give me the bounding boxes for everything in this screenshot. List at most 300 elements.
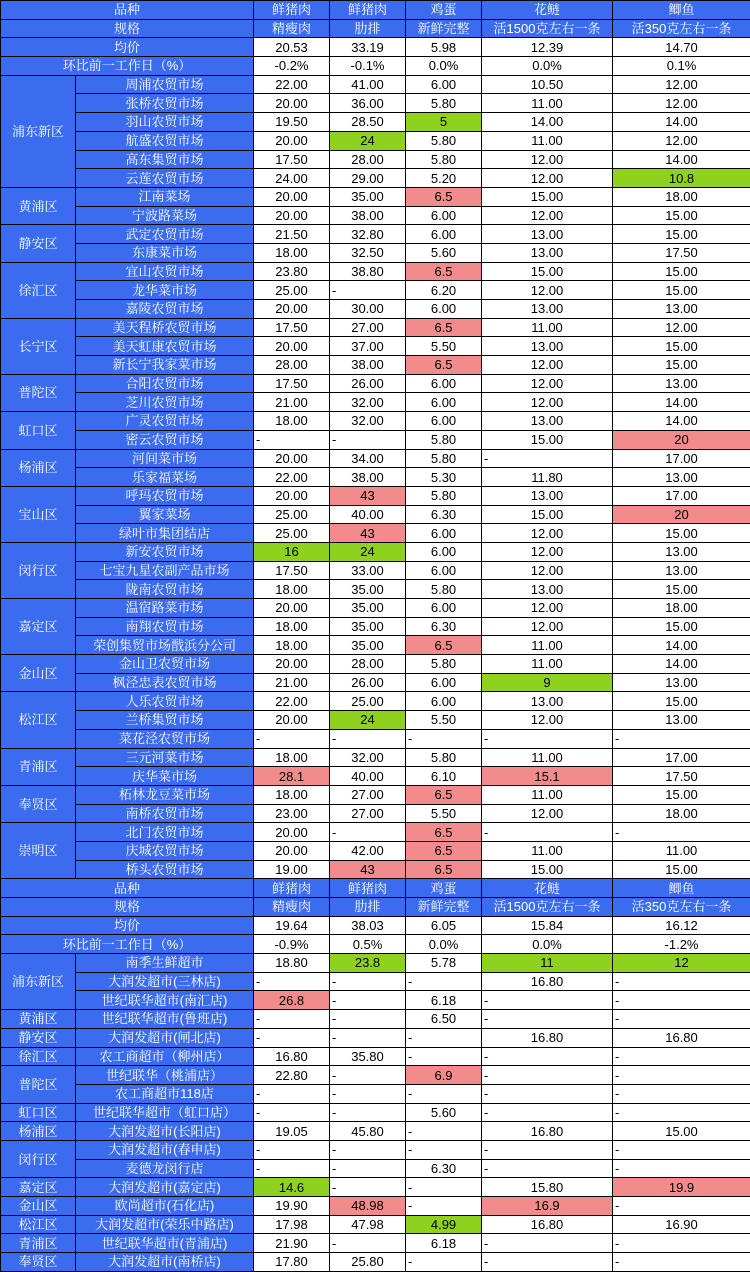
market-name: 金山卫农贸市场 bbox=[76, 655, 254, 674]
market-name: 庆城农贸市场 bbox=[76, 841, 254, 860]
price-cell: 24 bbox=[330, 542, 406, 561]
change-value: 0.0% bbox=[406, 57, 482, 76]
price-cell: 28.1 bbox=[254, 767, 330, 786]
price-cell: 6.50 bbox=[406, 1010, 482, 1029]
price-cell: 5.60 bbox=[406, 243, 482, 262]
price-cell: 18.00 bbox=[254, 580, 330, 599]
price-cell: 6.5 bbox=[406, 356, 482, 375]
price-cell: 20.00 bbox=[254, 300, 330, 319]
market-name: 新安农贸市场 bbox=[76, 542, 254, 561]
price-cell: 17.00 bbox=[613, 449, 750, 468]
price-cell: 12.00 bbox=[482, 169, 613, 188]
price-cell: 32.50 bbox=[330, 243, 406, 262]
price-cell: 20 bbox=[613, 430, 750, 449]
price-cell: 35.80 bbox=[330, 1047, 406, 1066]
price-cell: - bbox=[406, 729, 482, 748]
price-table-body bbox=[1, 1, 750, 1272]
market-name: 桥头农贸市场 bbox=[76, 860, 254, 879]
price-cell: 12.00 bbox=[482, 524, 613, 543]
price-cell: 15.00 bbox=[482, 430, 613, 449]
price-cell: 15.00 bbox=[613, 262, 750, 281]
market-row bbox=[1, 542, 750, 561]
price-cell: 35.00 bbox=[330, 187, 406, 206]
price-cell: 11.00 bbox=[482, 318, 613, 337]
price-cell: - bbox=[330, 1084, 406, 1103]
price-cell: 12.00 bbox=[482, 542, 613, 561]
price-cell: - bbox=[406, 1122, 482, 1141]
price-cell: - bbox=[613, 823, 750, 842]
market-row bbox=[1, 1253, 750, 1272]
price-cell: 20.00 bbox=[254, 131, 330, 150]
price-cell: - bbox=[330, 1159, 406, 1178]
price-cell: 6.30 bbox=[406, 1159, 482, 1178]
price-cell: 6.18 bbox=[406, 991, 482, 1010]
price-cell: 4.99 bbox=[406, 1215, 482, 1234]
header-cell: 活1500克左右一条 bbox=[482, 898, 613, 917]
price-cell: 16.80 bbox=[482, 1122, 613, 1141]
header-cell: 活1500克左右一条 bbox=[482, 19, 613, 38]
price-cell: 35.00 bbox=[330, 636, 406, 655]
price-cell: 5.80 bbox=[406, 486, 482, 505]
price-cell: 6.00 bbox=[406, 561, 482, 580]
market-row bbox=[1, 1215, 750, 1234]
price-cell: 35.00 bbox=[330, 599, 406, 618]
price-cell: 12.00 bbox=[482, 206, 613, 225]
price-cell: 6.20 bbox=[406, 281, 482, 300]
price-cell: - bbox=[482, 1084, 613, 1103]
change-label: 环比前一工作日（%） bbox=[1, 57, 254, 76]
market-row bbox=[1, 561, 750, 580]
price-cell: 5.80 bbox=[406, 449, 482, 468]
price-cell: 12.00 bbox=[613, 94, 750, 113]
market-name: 陇南农贸市场 bbox=[76, 580, 254, 599]
price-cell: 32.80 bbox=[330, 225, 406, 244]
price-cell: 25.00 bbox=[254, 505, 330, 524]
price-cell: 29.00 bbox=[330, 169, 406, 188]
change-value: -0.2% bbox=[254, 57, 330, 76]
price-cell: - bbox=[613, 1047, 750, 1066]
price-cell: 19.50 bbox=[254, 113, 330, 132]
price-cell: 18.00 bbox=[613, 187, 750, 206]
price-cell: 16 bbox=[254, 542, 330, 561]
price-cell: - bbox=[613, 1010, 750, 1029]
price-cell: 18.00 bbox=[254, 412, 330, 431]
price-cell: 34.00 bbox=[330, 449, 406, 468]
price-cell: 15.00 bbox=[613, 206, 750, 225]
market-row bbox=[1, 94, 750, 113]
price-cell: 5.80 bbox=[406, 748, 482, 767]
market-row bbox=[1, 580, 750, 599]
market-name: 河间菜市场 bbox=[76, 449, 254, 468]
price-cell: 15.00 bbox=[613, 1122, 750, 1141]
price-cell: 20.00 bbox=[254, 449, 330, 468]
market-row bbox=[1, 1159, 750, 1178]
price-cell: 25.80 bbox=[330, 1253, 406, 1272]
price-cell: 13.00 bbox=[482, 580, 613, 599]
district-cell: 崇明区 bbox=[1, 823, 76, 879]
price-cell: - bbox=[330, 1028, 406, 1047]
price-cell: 12.00 bbox=[482, 356, 613, 375]
market-row bbox=[1, 430, 750, 449]
price-cell: 6.00 bbox=[406, 374, 482, 393]
price-cell: 19.90 bbox=[254, 1197, 330, 1216]
price-cell: 12 bbox=[613, 954, 750, 973]
change-value: 0.5% bbox=[330, 935, 406, 954]
market-name: 菜花泾农贸市场 bbox=[76, 729, 254, 748]
price-cell: - bbox=[254, 729, 330, 748]
district-cell: 虹口区 bbox=[1, 1103, 76, 1122]
market-name: 乐家福菜场 bbox=[76, 468, 254, 487]
price-cell: 21.00 bbox=[254, 393, 330, 412]
price-cell: 11.80 bbox=[482, 468, 613, 487]
price-cell: 18.00 bbox=[254, 243, 330, 262]
market-name: 美天程桥农贸市场 bbox=[76, 318, 254, 337]
price-cell: 18.00 bbox=[613, 599, 750, 618]
market-name: 欧尚超市(石化店) bbox=[76, 1197, 254, 1216]
price-cell: 12.00 bbox=[482, 599, 613, 618]
price-cell: 17.50 bbox=[613, 243, 750, 262]
market-name: 美天虹康农贸市场 bbox=[76, 337, 254, 356]
market-name: 大润发超市(闸北店) bbox=[76, 1028, 254, 1047]
price-cell: - bbox=[330, 1066, 406, 1085]
change-value: -0.1% bbox=[330, 57, 406, 76]
price-cell: 15.00 bbox=[613, 692, 750, 711]
header-row-variety bbox=[1, 879, 750, 898]
price-cell: - bbox=[254, 1159, 330, 1178]
price-cell: 16.80 bbox=[254, 1047, 330, 1066]
price-cell: 21.00 bbox=[254, 673, 330, 692]
price-cell: 24.00 bbox=[254, 169, 330, 188]
market-row bbox=[1, 729, 750, 748]
price-cell: 12.00 bbox=[482, 150, 613, 169]
average-value: 20.53 bbox=[254, 38, 330, 57]
average-value: 15.84 bbox=[482, 916, 613, 935]
average-price-row bbox=[1, 38, 750, 57]
price-cell: 15.00 bbox=[482, 262, 613, 281]
price-cell: 17.50 bbox=[254, 374, 330, 393]
market-name: 大润发超市(春申店) bbox=[76, 1140, 254, 1159]
price-cell: 13.00 bbox=[482, 486, 613, 505]
price-cell: 27.00 bbox=[330, 785, 406, 804]
market-row bbox=[1, 655, 750, 674]
price-cell: - bbox=[482, 991, 613, 1010]
market-name: 大润发超市(长阳店) bbox=[76, 1122, 254, 1141]
market-row bbox=[1, 1140, 750, 1159]
market-name: 芝川农贸市场 bbox=[76, 393, 254, 412]
market-name: 广灵农贸市场 bbox=[76, 412, 254, 431]
average-value: 16.12 bbox=[613, 916, 750, 935]
price-cell: 41.00 bbox=[330, 75, 406, 94]
header-cell: 活350克左右一条 bbox=[613, 898, 750, 917]
market-row bbox=[1, 243, 750, 262]
price-cell: 19.00 bbox=[254, 860, 330, 879]
price-cell: 6.10 bbox=[406, 767, 482, 786]
price-cell: 15.80 bbox=[482, 1178, 613, 1197]
district-cell: 普陀区 bbox=[1, 1066, 76, 1103]
header-cell: 新鲜完整 bbox=[406, 19, 482, 38]
market-row bbox=[1, 1047, 750, 1066]
market-row bbox=[1, 785, 750, 804]
market-row bbox=[1, 412, 750, 431]
price-cell: 20.00 bbox=[254, 486, 330, 505]
market-row bbox=[1, 262, 750, 281]
price-cell: 13.00 bbox=[482, 300, 613, 319]
price-cell: 13.00 bbox=[482, 412, 613, 431]
change-value: 0.0% bbox=[482, 935, 613, 954]
price-cell: 19.9 bbox=[613, 1178, 750, 1197]
price-cell: 40.00 bbox=[330, 767, 406, 786]
header-cell: 品种 bbox=[1, 1, 254, 20]
price-cell: - bbox=[406, 1047, 482, 1066]
market-name: 世纪联华（桃浦店） bbox=[76, 1066, 254, 1085]
price-cell: - bbox=[482, 1234, 613, 1253]
price-cell: 13.00 bbox=[613, 374, 750, 393]
district-cell: 浦东新区 bbox=[1, 75, 76, 187]
price-cell: - bbox=[330, 281, 406, 300]
market-name: 航盛农贸市场 bbox=[76, 131, 254, 150]
price-cell: 23.8 bbox=[330, 954, 406, 973]
price-cell: 14.00 bbox=[613, 655, 750, 674]
price-cell: 13.00 bbox=[613, 711, 750, 730]
price-cell: 13.00 bbox=[613, 468, 750, 487]
price-cell: - bbox=[330, 823, 406, 842]
price-cell: - bbox=[330, 1140, 406, 1159]
header-cell: 鲜猪肉 bbox=[330, 1, 406, 20]
market-row bbox=[1, 449, 750, 468]
price-cell: - bbox=[254, 430, 330, 449]
price-cell: - bbox=[482, 1140, 613, 1159]
market-row bbox=[1, 1197, 750, 1216]
market-row bbox=[1, 954, 750, 973]
market-row bbox=[1, 617, 750, 636]
market-name: 呼玛农贸市场 bbox=[76, 486, 254, 505]
price-cell: 18.80 bbox=[254, 954, 330, 973]
price-cell: 21.50 bbox=[254, 225, 330, 244]
price-cell: 43 bbox=[330, 524, 406, 543]
market-name: 武定农贸市场 bbox=[76, 225, 254, 244]
market-name: 翼家菜场 bbox=[76, 505, 254, 524]
header-cell: 肋排 bbox=[330, 19, 406, 38]
price-cell: 28.50 bbox=[330, 113, 406, 132]
price-cell: 20 bbox=[613, 505, 750, 524]
price-cell: 6.18 bbox=[406, 1234, 482, 1253]
price-cell: 6.00 bbox=[406, 673, 482, 692]
market-row bbox=[1, 75, 750, 94]
price-cell: 6.00 bbox=[406, 412, 482, 431]
price-cell: 15.1 bbox=[482, 767, 613, 786]
price-cell: 43 bbox=[330, 486, 406, 505]
price-cell: 15.00 bbox=[613, 356, 750, 375]
price-cell: - bbox=[613, 972, 750, 991]
price-cell: 14.00 bbox=[613, 412, 750, 431]
price-cell: - bbox=[613, 1084, 750, 1103]
price-cell: 13.00 bbox=[482, 337, 613, 356]
district-cell: 奉贤区 bbox=[1, 785, 76, 822]
price-cell: 16.9 bbox=[482, 1197, 613, 1216]
price-cell: 6.00 bbox=[406, 225, 482, 244]
price-cell: 15.00 bbox=[613, 337, 750, 356]
market-row bbox=[1, 131, 750, 150]
price-cell: 13.00 bbox=[482, 225, 613, 244]
header-row-spec bbox=[1, 898, 750, 917]
district-cell: 嘉定区 bbox=[1, 1178, 76, 1197]
market-row bbox=[1, 505, 750, 524]
price-cell: 12.00 bbox=[482, 617, 613, 636]
price-cell: 15.00 bbox=[482, 187, 613, 206]
price-cell: - bbox=[482, 729, 613, 748]
district-cell: 黄浦区 bbox=[1, 1010, 76, 1029]
price-cell: - bbox=[254, 1010, 330, 1029]
market-name: 农工商超市118店 bbox=[76, 1084, 254, 1103]
price-cell: 25.00 bbox=[330, 692, 406, 711]
price-cell: 26.8 bbox=[254, 991, 330, 1010]
price-cell: 6.00 bbox=[406, 206, 482, 225]
market-name: 大润发超市(嘉定店) bbox=[76, 1178, 254, 1197]
district-cell: 金山区 bbox=[1, 655, 76, 692]
price-cell: 5 bbox=[406, 113, 482, 132]
price-cell: 6.5 bbox=[406, 785, 482, 804]
price-cell: - bbox=[330, 1178, 406, 1197]
price-cell: - bbox=[254, 1084, 330, 1103]
district-cell: 奉贤区 bbox=[1, 1253, 76, 1272]
price-cell: 32.00 bbox=[330, 393, 406, 412]
price-cell: 13.00 bbox=[613, 673, 750, 692]
price-cell: 43 bbox=[330, 860, 406, 879]
price-cell: 6.00 bbox=[406, 524, 482, 543]
price-cell: 6.5 bbox=[406, 318, 482, 337]
header-cell: 规格 bbox=[1, 898, 254, 917]
district-cell: 金山区 bbox=[1, 1197, 76, 1216]
price-cell: 24 bbox=[330, 131, 406, 150]
market-row bbox=[1, 991, 750, 1010]
price-cell: 17.50 bbox=[613, 767, 750, 786]
price-cell: 17.50 bbox=[254, 318, 330, 337]
price-cell: 11.00 bbox=[482, 748, 613, 767]
market-row bbox=[1, 206, 750, 225]
header-cell: 鲜猪肉 bbox=[254, 1, 330, 20]
price-cell: 17.00 bbox=[613, 748, 750, 767]
district-cell: 杨浦区 bbox=[1, 449, 76, 486]
header-cell: 花鲢 bbox=[482, 1, 613, 20]
market-name: 宁波路菜场 bbox=[76, 206, 254, 225]
market-row bbox=[1, 972, 750, 991]
market-name: 张桥农贸市场 bbox=[76, 94, 254, 113]
market-name: 南翔农贸市场 bbox=[76, 617, 254, 636]
price-cell: 5.78 bbox=[406, 954, 482, 973]
price-cell: - bbox=[254, 1103, 330, 1122]
price-cell: 38.00 bbox=[330, 206, 406, 225]
price-cell: - bbox=[613, 1234, 750, 1253]
average-value: 14.70 bbox=[613, 38, 750, 57]
district-cell: 青浦区 bbox=[1, 748, 76, 785]
price-cell: 20.00 bbox=[254, 841, 330, 860]
market-name: 世纪联华超市（虹口店） bbox=[76, 1103, 254, 1122]
district-cell: 闵行区 bbox=[1, 542, 76, 598]
market-row bbox=[1, 767, 750, 786]
price-cell: 40.00 bbox=[330, 505, 406, 524]
market-row bbox=[1, 1010, 750, 1029]
market-name: 南季生鲜超市 bbox=[76, 954, 254, 973]
price-cell: 11 bbox=[482, 954, 613, 973]
price-cell: 13.00 bbox=[613, 561, 750, 580]
market-row bbox=[1, 524, 750, 543]
change-value: -1.2% bbox=[613, 935, 750, 954]
price-cell: 6.5 bbox=[406, 262, 482, 281]
price-cell: - bbox=[406, 1178, 482, 1197]
change-value: 0.0% bbox=[406, 935, 482, 954]
price-cell: - bbox=[482, 1047, 613, 1066]
price-cell: - bbox=[613, 1253, 750, 1272]
market-row bbox=[1, 169, 750, 188]
header-cell: 精瘦肉 bbox=[254, 898, 330, 917]
market-row bbox=[1, 748, 750, 767]
market-name: 龙华菜市场 bbox=[76, 281, 254, 300]
price-cell: - bbox=[254, 1140, 330, 1159]
price-cell: 18.00 bbox=[613, 804, 750, 823]
price-cell: - bbox=[406, 972, 482, 991]
price-cell: 5.80 bbox=[406, 430, 482, 449]
price-cell: 19.05 bbox=[254, 1122, 330, 1141]
price-cell: 12.00 bbox=[613, 75, 750, 94]
price-cell: 6.00 bbox=[406, 300, 482, 319]
market-row bbox=[1, 1066, 750, 1085]
market-name: 新长宁我家菜市场 bbox=[76, 356, 254, 375]
header-cell: 鲜猪肉 bbox=[254, 879, 330, 898]
district-cell: 松江区 bbox=[1, 692, 76, 748]
average-price-row bbox=[1, 916, 750, 935]
market-name: 七宝九星农副产品市场 bbox=[76, 561, 254, 580]
market-name: 大润发超市(荣乐中路店) bbox=[76, 1215, 254, 1234]
market-name: 大润发超市(南桥店) bbox=[76, 1253, 254, 1272]
price-cell: 11.00 bbox=[613, 841, 750, 860]
market-name: 麦德龙闵行店 bbox=[76, 1159, 254, 1178]
district-cell: 宝山区 bbox=[1, 486, 76, 542]
price-cell: - bbox=[330, 1103, 406, 1122]
price-cell: - bbox=[482, 1010, 613, 1029]
price-cell: 12.00 bbox=[613, 318, 750, 337]
market-name: 人乐农贸市场 bbox=[76, 692, 254, 711]
price-cell: 28.00 bbox=[330, 655, 406, 674]
price-cell: 11.00 bbox=[482, 841, 613, 860]
price-cell: 16.80 bbox=[482, 972, 613, 991]
market-name: 农工商超市（柳州店） bbox=[76, 1047, 254, 1066]
price-cell: 13.00 bbox=[613, 300, 750, 319]
price-cell: 14.00 bbox=[613, 150, 750, 169]
market-row bbox=[1, 823, 750, 842]
price-cell: 18.00 bbox=[254, 748, 330, 767]
market-name: 大润发超市(三林店) bbox=[76, 972, 254, 991]
header-cell: 鸡蛋 bbox=[406, 1, 482, 20]
price-cell: - bbox=[254, 1028, 330, 1047]
price-cell: - bbox=[613, 991, 750, 1010]
market-row bbox=[1, 599, 750, 618]
header-cell: 鲫鱼 bbox=[613, 879, 750, 898]
price-cell: 32.00 bbox=[330, 748, 406, 767]
price-cell: 5.50 bbox=[406, 804, 482, 823]
change-value: 0.1% bbox=[613, 57, 750, 76]
price-cell: 14.6 bbox=[254, 1178, 330, 1197]
price-cell: 5.50 bbox=[406, 711, 482, 730]
price-cell: 20.00 bbox=[254, 599, 330, 618]
price-cell: 5.60 bbox=[406, 1103, 482, 1122]
market-name: 江南菜场 bbox=[76, 187, 254, 206]
price-cell: 15.00 bbox=[613, 860, 750, 879]
average-label: 均价 bbox=[1, 916, 254, 935]
market-name: 三元河菜市场 bbox=[76, 748, 254, 767]
price-cell: 17.98 bbox=[254, 1215, 330, 1234]
district-cell: 嘉定区 bbox=[1, 599, 76, 655]
market-row bbox=[1, 113, 750, 132]
